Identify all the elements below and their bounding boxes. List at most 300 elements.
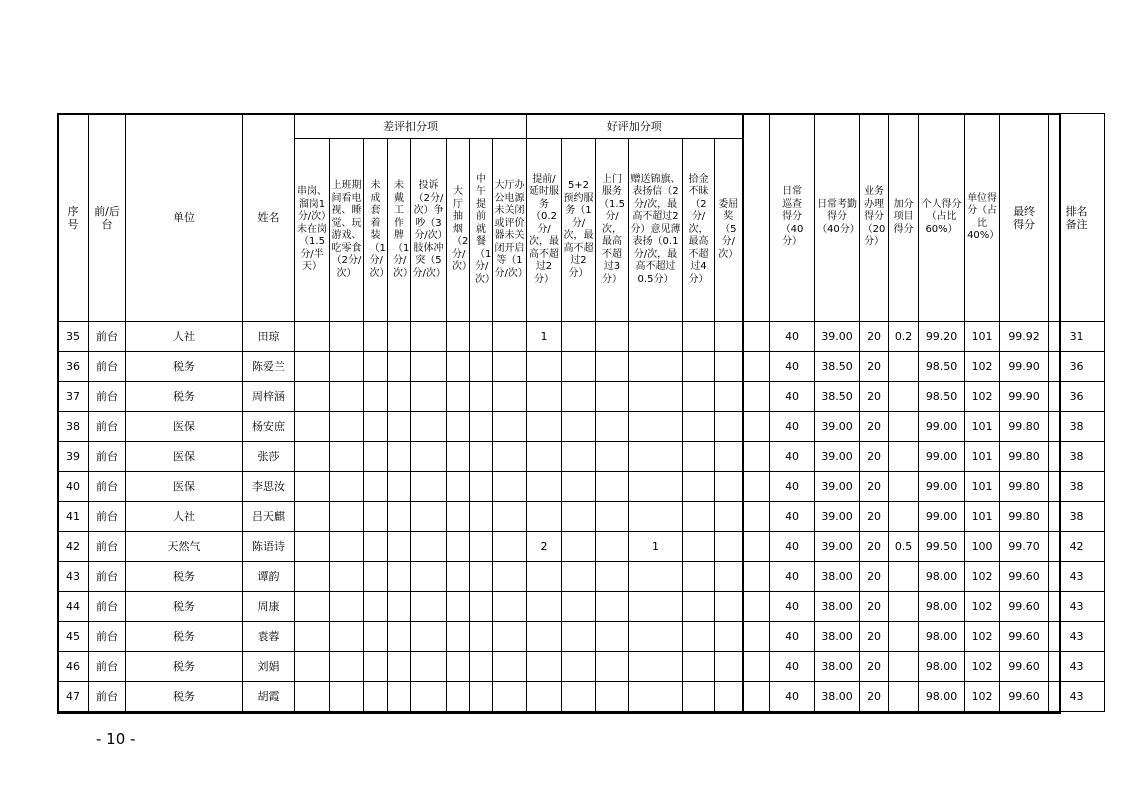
table-row [58, 682, 1105, 712]
row-bonus-cell [596, 592, 629, 622]
row-deduct-cell [330, 502, 364, 532]
row-daily-attendance: 39.00 [815, 322, 860, 352]
row-business: 20 [860, 652, 889, 682]
row-unit-score: 102 [965, 652, 1000, 682]
row-deduct-cell [330, 562, 364, 592]
row-deduct-cell [388, 502, 411, 532]
header-unit: 单位 [126, 114, 243, 322]
row-deduct-cell [411, 472, 447, 502]
row-deduct-cell [364, 352, 388, 382]
row-business: 20 [860, 382, 889, 412]
row-bonus-cell [596, 652, 629, 682]
row-daily-attendance: 38.00 [815, 562, 860, 592]
header-bonus-col: 上门服务（1.5分/次，最高不超过3分） [596, 139, 629, 322]
row-deduct-cell [388, 652, 411, 682]
table-row [58, 352, 1105, 382]
header-deduct-col: 上班期间看电视、睡觉、玩游戏、吃零食（2分/次） [330, 139, 364, 322]
row-daily-patrol: 40 [770, 682, 815, 712]
header-bonus-col: 赠送锦旗、表扬信（2分/次，最高不超过2分）意见薄表扬（0.1分/次，最高不超过0.5分） [629, 139, 683, 322]
row-daily-attendance: 38.50 [815, 352, 860, 382]
row-deduct-cell [493, 532, 527, 562]
row-seq: 46 [58, 652, 89, 682]
row-final-score: 99.80 [1000, 442, 1049, 472]
row-business: 20 [860, 502, 889, 532]
table-row [58, 502, 1105, 532]
row-bonus-cell [683, 502, 715, 532]
row-gap-cell [743, 652, 770, 682]
header-bonus-score: 加分项目得分 [889, 114, 919, 322]
row-deduct-cell [364, 472, 388, 502]
row-daily-attendance: 39.00 [815, 442, 860, 472]
row-name: 周康 [243, 592, 295, 622]
row-deduct-cell [364, 592, 388, 622]
row-final-score: 99.60 [1000, 622, 1049, 652]
row-name: 李思汝 [243, 472, 295, 502]
row-bonus-cell [683, 652, 715, 682]
row-business: 20 [860, 472, 889, 502]
row-deduct-cell [295, 442, 330, 472]
row-daily-attendance: 38.00 [815, 682, 860, 712]
row-seq: 37 [58, 382, 89, 412]
header-bonus-col: 拾金不昧（2分/次，最高不超过4分） [683, 139, 715, 322]
row-seq: 44 [58, 592, 89, 622]
row-bonus-cell [715, 532, 743, 562]
row-deduct-cell [364, 322, 388, 352]
row-deduct-cell [295, 622, 330, 652]
row-business: 20 [860, 682, 889, 712]
row-final-score: 99.90 [1000, 382, 1049, 412]
row-daily-patrol: 40 [770, 652, 815, 682]
row-personal-score: 99.20 [919, 322, 965, 352]
row-bonus-cell [715, 322, 743, 352]
row-unit: 医保 [126, 442, 243, 472]
row-rank: 43 [1049, 562, 1105, 592]
row-deduct-cell [295, 472, 330, 502]
row-seq: 45 [58, 622, 89, 652]
row-final-score: 99.70 [1000, 532, 1049, 562]
header-deduct-col: 串岗、溜岗1分/次）未在岗（1.5分/半天） [295, 139, 330, 322]
row-bonus-cell [562, 622, 596, 652]
row-bonus-early-late [527, 592, 562, 622]
row-final-score: 99.60 [1000, 652, 1049, 682]
row-deduct-cell [470, 622, 493, 652]
row-bonus-score [889, 622, 919, 652]
row-deduct-cell [470, 472, 493, 502]
table-row [58, 382, 1105, 412]
row-gap-cell [743, 592, 770, 622]
row-deduct-cell [388, 532, 411, 562]
row-unit: 税务 [126, 352, 243, 382]
row-deduct-cell [330, 532, 364, 562]
row-business: 20 [860, 322, 889, 352]
row-daily-patrol: 40 [770, 562, 815, 592]
row-daily-patrol: 40 [770, 412, 815, 442]
row-bonus-cell [562, 652, 596, 682]
row-bonus-score: 0.2 [889, 322, 919, 352]
row-bonus-cell [596, 412, 629, 442]
row-bonus-cell [562, 592, 596, 622]
row-gap-cell [743, 682, 770, 712]
row-business: 20 [860, 442, 889, 472]
row-deduct-cell [364, 562, 388, 592]
row-unit-score: 102 [965, 592, 1000, 622]
row-unit: 税务 [126, 592, 243, 622]
row-unit: 天然气 [126, 532, 243, 562]
row-deduct-cell [411, 412, 447, 442]
row-deduct-cell [295, 502, 330, 532]
row-deduct-cell [364, 442, 388, 472]
table-row [58, 442, 1105, 472]
row-personal-score: 98.50 [919, 352, 965, 382]
row-bonus-early-late [527, 682, 562, 712]
row-name: 袁蓉 [243, 622, 295, 652]
row-unit-score: 102 [965, 562, 1000, 592]
row-bonus-early-late [527, 622, 562, 652]
row-bonus-banner [629, 652, 683, 682]
row-bonus-cell [596, 562, 629, 592]
row-deduct-cell [411, 652, 447, 682]
row-deduct-cell [447, 562, 470, 592]
row-final-score: 99.60 [1000, 592, 1049, 622]
row-deduct-cell [295, 562, 330, 592]
row-bonus-cell [596, 502, 629, 532]
header-deduct-col: 投诉（2分/次）争吵（3分/次）肢体冲突（5分/次） [411, 139, 447, 322]
row-deduct-cell [388, 322, 411, 352]
row-daily-patrol: 40 [770, 502, 815, 532]
row-bonus-score [889, 472, 919, 502]
row-daily-patrol: 40 [770, 382, 815, 412]
row-unit-score: 102 [965, 622, 1000, 652]
row-deduct-cell [388, 682, 411, 712]
row-gap-cell [743, 412, 770, 442]
row-personal-score: 98.00 [919, 592, 965, 622]
row-bonus-cell [596, 442, 629, 472]
row-unit: 医保 [126, 472, 243, 502]
header-daily-patrol: 日常巡查得分（40分） [770, 114, 815, 322]
row-deduct-cell [470, 562, 493, 592]
row-name: 吕天麒 [243, 502, 295, 532]
row-deduct-cell [295, 652, 330, 682]
row-bonus-cell [596, 322, 629, 352]
row-deduct-cell [330, 382, 364, 412]
row-deduct-cell [295, 322, 330, 352]
header-deduct-col: 大厅办公电源未关闭或评价器未关闭开启等（1分/次） [493, 139, 527, 322]
row-bonus-cell [596, 352, 629, 382]
row-bonus-cell [683, 442, 715, 472]
row-deduct-cell [295, 682, 330, 712]
row-business: 20 [860, 562, 889, 592]
row-final-score: 99.80 [1000, 472, 1049, 502]
row-final-score: 99.80 [1000, 502, 1049, 532]
row-rank: 42 [1049, 532, 1105, 562]
row-bonus-score [889, 592, 919, 622]
header-name: 姓名 [243, 114, 295, 322]
row-deduct-cell [364, 622, 388, 652]
row-bonus-cell [683, 412, 715, 442]
header-deduct-col: 未戴工作牌（1分/次） [388, 139, 411, 322]
row-bonus-cell [562, 682, 596, 712]
row-deduct-cell [364, 532, 388, 562]
row-unit-score: 101 [965, 442, 1000, 472]
row-bonus-cell [596, 472, 629, 502]
header-deduct-col: 中午提前就餐（1分/次） [470, 139, 493, 322]
row-deduct-cell [470, 502, 493, 532]
row-bonus-cell [683, 322, 715, 352]
row-bonus-score [889, 412, 919, 442]
row-personal-score: 98.00 [919, 622, 965, 652]
row-bonus-cell [562, 562, 596, 592]
row-deduct-cell [493, 382, 527, 412]
row-deduct-cell [447, 322, 470, 352]
row-front-back: 前台 [89, 472, 126, 502]
row-unit-score: 101 [965, 472, 1000, 502]
row-deduct-cell [447, 352, 470, 382]
row-deduct-cell [470, 412, 493, 442]
row-deduct-cell [493, 592, 527, 622]
row-seq: 39 [58, 442, 89, 472]
row-name: 陈爱兰 [243, 352, 295, 382]
row-deduct-cell [330, 442, 364, 472]
row-bonus-cell [683, 382, 715, 412]
row-bonus-cell [683, 682, 715, 712]
row-unit: 税务 [126, 562, 243, 592]
row-deduct-cell [493, 502, 527, 532]
row-deduct-cell [330, 652, 364, 682]
row-rank: 38 [1049, 502, 1105, 532]
row-front-back: 前台 [89, 442, 126, 472]
row-name: 胡霞 [243, 682, 295, 712]
row-bonus-cell [562, 352, 596, 382]
row-personal-score: 99.00 [919, 412, 965, 442]
row-deduct-cell [493, 442, 527, 472]
row-gap-cell [743, 352, 770, 382]
row-final-score: 99.60 [1000, 682, 1049, 712]
row-deduct-cell [364, 412, 388, 442]
header-gap [743, 114, 770, 139]
row-deduct-cell [411, 532, 447, 562]
row-bonus-early-late [527, 562, 562, 592]
row-deduct-cell [470, 352, 493, 382]
row-seq: 43 [58, 562, 89, 592]
row-bonus-cell [683, 352, 715, 382]
row-deduct-cell [470, 322, 493, 352]
table-row [58, 472, 1105, 502]
row-seq: 38 [58, 412, 89, 442]
row-name: 刘娟 [243, 652, 295, 682]
row-deduct-cell [470, 652, 493, 682]
row-deduct-cell [447, 382, 470, 412]
row-name: 张莎 [243, 442, 295, 472]
row-bonus-cell [596, 682, 629, 712]
row-bonus-banner [629, 352, 683, 382]
row-bonus-cell [715, 412, 743, 442]
score-table [57, 113, 1105, 712]
row-front-back: 前台 [89, 502, 126, 532]
row-unit: 税务 [126, 682, 243, 712]
header-final: 最终得分 [1000, 114, 1049, 322]
row-deduct-cell [330, 592, 364, 622]
row-deduct-cell [388, 472, 411, 502]
row-final-score: 99.60 [1000, 562, 1049, 592]
row-bonus-early-late [527, 352, 562, 382]
row-deduct-cell [411, 592, 447, 622]
row-bonus-banner [629, 622, 683, 652]
row-deduct-cell [447, 442, 470, 472]
row-bonus-banner [629, 382, 683, 412]
row-bonus-score [889, 352, 919, 382]
row-deduct-cell [388, 382, 411, 412]
row-deduct-cell [493, 322, 527, 352]
row-deduct-cell [411, 352, 447, 382]
row-deduct-cell [493, 652, 527, 682]
row-rank: 36 [1049, 352, 1105, 382]
row-bonus-cell [562, 382, 596, 412]
row-business: 20 [860, 622, 889, 652]
row-bonus-banner [629, 592, 683, 622]
row-rank: 43 [1049, 682, 1105, 712]
row-gap-cell [743, 382, 770, 412]
row-deduct-cell [411, 682, 447, 712]
row-daily-patrol: 40 [770, 622, 815, 652]
header-business: 业务办理得分（20分） [860, 114, 889, 322]
row-seq: 35 [58, 322, 89, 352]
row-deduct-cell [447, 652, 470, 682]
row-unit: 人社 [126, 502, 243, 532]
row-deduct-cell [411, 322, 447, 352]
row-front-back: 前台 [89, 412, 126, 442]
row-deduct-cell [364, 502, 388, 532]
row-deduct-cell [364, 382, 388, 412]
header-bonus-col: 委屈奖（5分/次） [715, 139, 743, 322]
row-bonus-score: 0.5 [889, 532, 919, 562]
row-rank: 43 [1049, 652, 1105, 682]
row-rank: 38 [1049, 412, 1105, 442]
row-seq: 41 [58, 502, 89, 532]
row-bonus-banner [629, 322, 683, 352]
row-deduct-cell [411, 382, 447, 412]
row-deduct-cell [295, 532, 330, 562]
row-personal-score: 99.00 [919, 502, 965, 532]
row-final-score: 99.90 [1000, 352, 1049, 382]
row-deduct-cell [411, 442, 447, 472]
row-bonus-score [889, 652, 919, 682]
row-deduct-cell [493, 472, 527, 502]
header-personal: 个人得分（占比60%） [919, 114, 965, 322]
row-unit: 税务 [126, 382, 243, 412]
table-row [58, 622, 1105, 652]
row-rank: 38 [1049, 442, 1105, 472]
row-unit: 人社 [126, 322, 243, 352]
row-name: 杨安庶 [243, 412, 295, 442]
header-bonus-col: 5+2预约服务（1分/次，最高不超过2分） [562, 139, 596, 322]
row-bonus-score [889, 382, 919, 412]
row-gap-cell [743, 442, 770, 472]
header-deduct-col: 大厅抽烟（2分/次） [447, 139, 470, 322]
row-deduct-cell [295, 352, 330, 382]
row-bonus-cell [715, 472, 743, 502]
row-deduct-cell [447, 622, 470, 652]
row-bonus-banner [629, 562, 683, 592]
row-deduct-cell [388, 412, 411, 442]
row-deduct-cell [330, 322, 364, 352]
row-bonus-early-late [527, 412, 562, 442]
row-bonus-cell [715, 592, 743, 622]
row-bonus-cell [683, 562, 715, 592]
row-daily-patrol: 40 [770, 442, 815, 472]
row-deduct-cell [447, 532, 470, 562]
row-bonus-cell [683, 622, 715, 652]
row-front-back: 前台 [89, 532, 126, 562]
row-daily-attendance: 38.00 [815, 592, 860, 622]
row-deduct-cell [470, 592, 493, 622]
row-final-score: 99.80 [1000, 412, 1049, 442]
row-deduct-cell [330, 412, 364, 442]
row-bonus-cell [562, 472, 596, 502]
row-deduct-cell [411, 502, 447, 532]
row-rank: 31 [1049, 322, 1105, 352]
row-bonus-cell [715, 622, 743, 652]
row-bonus-cell [683, 532, 715, 562]
row-deduct-cell [470, 442, 493, 472]
row-front-back: 前台 [89, 622, 126, 652]
table-row [58, 592, 1105, 622]
row-deduct-cell [447, 682, 470, 712]
row-final-score: 99.92 [1000, 322, 1049, 352]
row-seq: 36 [58, 352, 89, 382]
page-number: - 10 - [96, 730, 136, 748]
row-bonus-banner: 1 [629, 532, 683, 562]
row-daily-attendance: 39.00 [815, 472, 860, 502]
row-daily-attendance: 38.00 [815, 652, 860, 682]
row-bonus-early-late [527, 502, 562, 532]
row-bonus-cell [683, 592, 715, 622]
row-deduct-cell [411, 562, 447, 592]
header-daily-attendance: 日常考勤得分（40分） [815, 114, 860, 322]
row-bonus-cell [562, 412, 596, 442]
row-bonus-banner [629, 442, 683, 472]
row-deduct-cell [470, 382, 493, 412]
row-bonus-cell [715, 502, 743, 532]
row-daily-patrol: 40 [770, 472, 815, 502]
row-business: 20 [860, 352, 889, 382]
row-unit-score: 102 [965, 682, 1000, 712]
row-front-back: 前台 [89, 352, 126, 382]
row-unit-score: 101 [965, 412, 1000, 442]
row-deduct-cell [295, 412, 330, 442]
row-deduct-cell [364, 682, 388, 712]
row-daily-patrol: 40 [770, 352, 815, 382]
row-gap-cell [743, 562, 770, 592]
row-unit-score: 101 [965, 502, 1000, 532]
row-front-back: 前台 [89, 322, 126, 352]
row-bonus-score [889, 442, 919, 472]
row-bonus-banner [629, 502, 683, 532]
header-deduct-group: 差评扣分项 [295, 114, 527, 139]
row-personal-score: 98.00 [919, 682, 965, 712]
row-bonus-cell [562, 502, 596, 532]
row-gap-cell [743, 622, 770, 652]
row-daily-patrol: 40 [770, 532, 815, 562]
row-bonus-early-late: 1 [527, 322, 562, 352]
header-unit-score: 单位得分（占比40%） [965, 114, 1000, 322]
row-bonus-cell [715, 352, 743, 382]
row-deduct-cell [388, 442, 411, 472]
row-deduct-cell [470, 682, 493, 712]
row-unit: 医保 [126, 412, 243, 442]
row-bonus-early-late [527, 652, 562, 682]
row-rank: 36 [1049, 382, 1105, 412]
row-name: 周梓涵 [243, 382, 295, 412]
